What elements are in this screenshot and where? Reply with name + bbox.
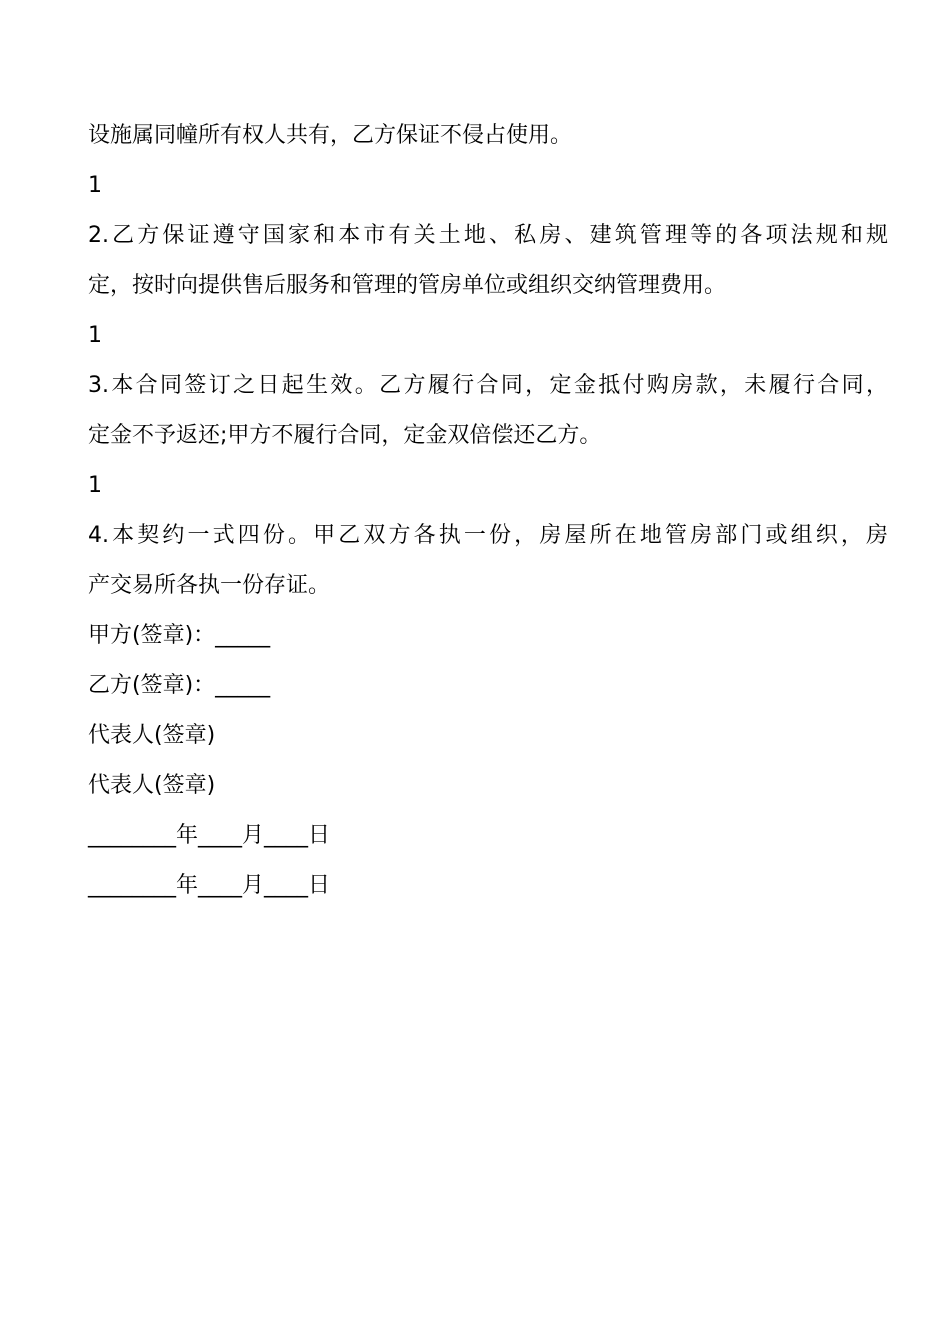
document-page (88, 111, 888, 911)
representative-a-signature: 代表人(签章) (88, 723, 216, 748)
clause-2-line-2: 定，按时向提供售后服务和管理的管房单位或组织交纳管理费用。 (88, 273, 727, 298)
date-line-b: ________年____月____日 (88, 873, 331, 898)
page-number: 1 (88, 473, 102, 498)
party-a-signature: 甲方(签章)：_____ (88, 623, 271, 648)
clause-4-line-2: 产交易所各执一份存证。 (88, 573, 331, 598)
page-number: 1 (88, 323, 102, 348)
date-line-a: ________年____月____日 (88, 823, 331, 848)
clause-2-line-1: 2.乙方保证遵守国家和本市有关土地、私房、建筑管理等的各项法规和规 (88, 223, 888, 248)
clause-1-continuation: 设施属同幢所有权人共有，乙方保证不侵占使用。 (88, 123, 573, 148)
clause-3-line-2: 定金不予返还;甲方不履行合同，定金双倍偿还乙方。 (88, 423, 602, 448)
clause-4-line-1: 4.本契约一式四份。甲乙双方各执一份，房屋所在地管房部门或组织，房 (88, 523, 888, 548)
party-b-signature: 乙方(签章)：_____ (88, 673, 271, 698)
page-number: 1 (88, 173, 102, 198)
representative-b-signature: 代表人(签章) (88, 773, 216, 798)
clause-3-line-1: 3.本合同签订之日起生效。乙方履行合同，定金抵付购房款，未履行合同， (88, 373, 888, 398)
